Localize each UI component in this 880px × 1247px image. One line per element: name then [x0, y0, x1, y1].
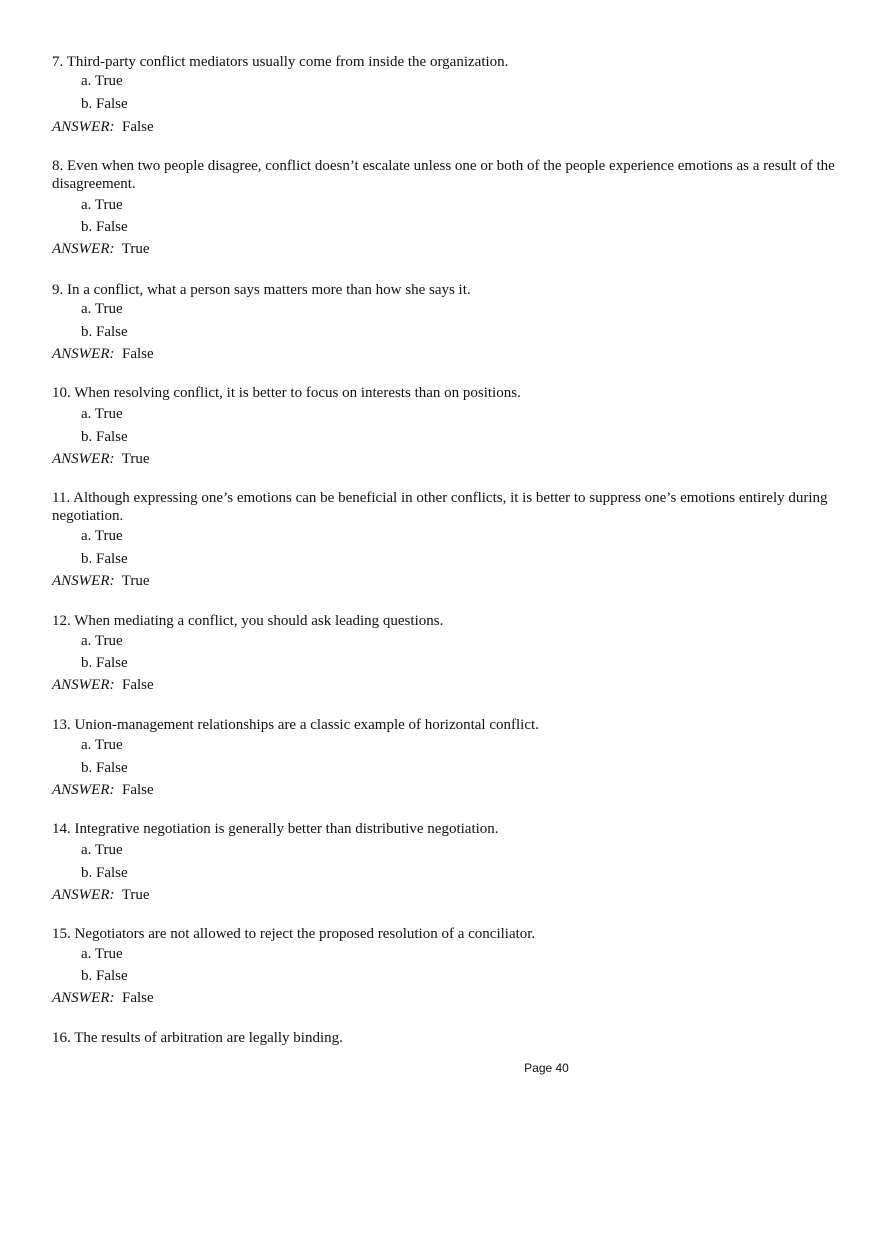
option-b: b. False: [81, 865, 128, 881]
answer-line: [52, 572, 150, 590]
question-stem: 16. The results of arbitration are legally binding.: [52, 1030, 343, 1046]
option-a: a. True: [81, 737, 123, 753]
question-stem: 10. When resolving conflict, it is better to focus on interests than on positions.: [52, 385, 521, 401]
option-a: a. True: [81, 633, 123, 649]
question-15: [52, 925, 842, 1006]
answer-label: ANSWER:: [52, 346, 115, 362]
option-b: b. False: [81, 324, 128, 340]
answer-value: False: [121, 346, 154, 362]
answer-value: False: [121, 782, 154, 798]
answer-line: [52, 240, 150, 258]
question-12: [52, 612, 842, 693]
option-a: a. True: [81, 301, 123, 317]
question-8: [52, 157, 842, 257]
answer-line: [52, 118, 154, 136]
answer-value: True: [121, 241, 150, 257]
question-9: [52, 281, 842, 362]
question-11: [52, 489, 842, 589]
answer-value: False: [121, 677, 154, 693]
option-b: b. False: [81, 760, 128, 776]
option-b: b. False: [81, 968, 128, 984]
option-b: b. False: [81, 429, 128, 445]
answer-value: False: [121, 119, 154, 135]
question-stem: 8. Even when two people disagree, conflict doesn’t escalate unless one or both of the people experience emotions as a result of the disagreement.: [52, 158, 835, 192]
answer-line: [52, 989, 154, 1007]
answer-label: ANSWER:: [52, 241, 115, 257]
answer-label: ANSWER:: [52, 887, 115, 903]
answer-line: [52, 781, 154, 799]
answer-line: [52, 450, 150, 468]
question-16: [52, 1029, 842, 1047]
answer-value: True: [121, 887, 150, 903]
answer-line: [52, 886, 150, 904]
answer-label: ANSWER:: [52, 990, 115, 1006]
answer-label: ANSWER:: [52, 782, 115, 798]
question-stem: 13. Union-management relationships are a classic example of horizontal conflict.: [52, 717, 539, 733]
answer-label: ANSWER:: [52, 119, 115, 135]
option-a: a. True: [81, 406, 123, 422]
question-13: [52, 716, 842, 798]
question-stem: 9. In a conflict, what a person says matters more than how she says it.: [52, 282, 471, 298]
option-a: a. True: [81, 197, 123, 213]
option-a: a. True: [81, 946, 123, 962]
question-stem: 7. Third-party conflict mediators usually come from inside the organization.: [52, 54, 509, 70]
option-b: b. False: [81, 655, 128, 671]
answer-value: True: [121, 451, 150, 467]
question-14: [52, 820, 842, 903]
question-stem: 15. Negotiators are not allowed to reject the proposed resolution of a conciliator.: [52, 926, 536, 942]
question-stem: 11. Although expressing one’s emotions can be beneficial in other conflicts, it is better to suppress one’s emotions entirely during negotiation.: [52, 490, 828, 524]
option-b: b. False: [81, 551, 128, 567]
answer-line: [52, 345, 154, 363]
page-number: Page 40: [524, 1061, 569, 1075]
answer-value: True: [121, 573, 150, 589]
answer-label: ANSWER:: [52, 573, 115, 589]
option-a: a. True: [81, 528, 123, 544]
answer-value: False: [121, 990, 154, 1006]
option-b: b. False: [81, 219, 128, 235]
option-a: a. True: [81, 842, 123, 858]
answer-label: ANSWER:: [52, 451, 115, 467]
answer-line: [52, 676, 154, 694]
option-a: a. True: [81, 73, 123, 89]
answer-label: ANSWER:: [52, 677, 115, 693]
option-b: b. False: [81, 96, 128, 112]
question-7: [52, 53, 842, 135]
question-stem: 14. Integrative negotiation is generally better than distributive negotiation.: [52, 821, 499, 837]
question-stem: 12. When mediating a conflict, you should ask leading questions.: [52, 613, 444, 629]
question-10: [52, 384, 842, 467]
